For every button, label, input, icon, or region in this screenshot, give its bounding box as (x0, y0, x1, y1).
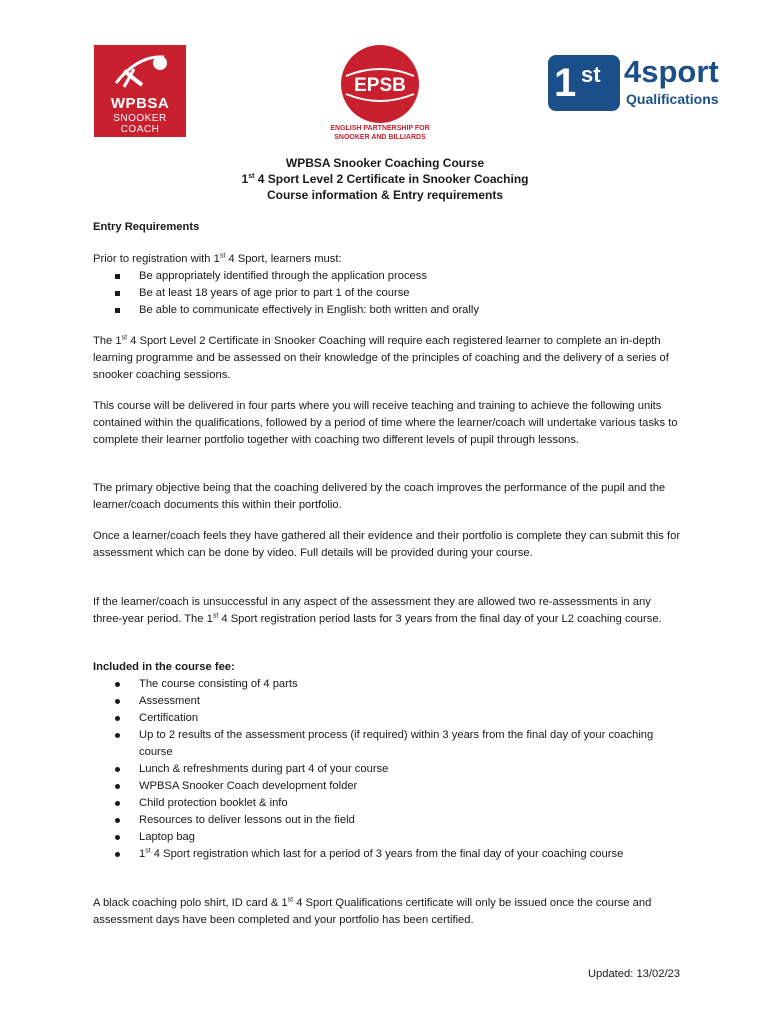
bullet-icon (115, 676, 120, 693)
wpbsa-logo-line3: COACH (120, 124, 160, 135)
snooker-cue-ball-icon (94, 45, 186, 95)
p5-sup: st (212, 612, 219, 620)
closing-sup: st (287, 896, 294, 904)
entry-item-text: Be appropriately identified through the application process (139, 270, 427, 282)
list-item (93, 727, 683, 761)
wpbsa-logo-subtext (94, 113, 186, 135)
fee-item-text: Laptop bag (139, 831, 195, 843)
course-subtitle-pre: 1 (241, 172, 249, 186)
paragraph-polo-shirt (93, 895, 683, 929)
bullet-icon (115, 761, 120, 778)
bullet-icon (115, 812, 120, 829)
entry-item-text: Be able to communicate effectively in English: both written and orally (139, 304, 479, 316)
list-item (93, 285, 683, 302)
first4sport-one: 1 (554, 61, 577, 105)
wpbsa-logo (94, 45, 186, 137)
course-title: WPBSA Snooker Coaching Course (285, 156, 485, 170)
epsb-logo (318, 44, 442, 144)
bullet-icon (115, 710, 120, 727)
entry-item-text: Be at least 18 years of age prior to part 1 of the course (139, 287, 410, 299)
fee-last-pre: 1 (139, 848, 146, 860)
bullet-icon (115, 829, 120, 846)
epsb-circle-icon (340, 44, 420, 124)
epsb-logo-sub2: SNOOKER AND BILLIARDS (334, 134, 426, 141)
first4sport-wordmark: 4sport (624, 54, 719, 89)
list-item (93, 710, 683, 727)
entry-intro-pre: Prior to registration with 1 (93, 253, 220, 265)
square-bullet-icon (115, 268, 120, 285)
first4sport-qualifications: Qualifications (626, 91, 719, 107)
fee-item-text: Resources to deliver lessons out in the field (139, 814, 355, 826)
closing-post: 4 Sport Qualifications certificate will only be issued once the course and assessment days have been completed and your portfolio has been certified. (93, 897, 652, 926)
epsb-logo-sub1: ENGLISH PARTNERSHIP FOR (330, 125, 430, 132)
bullet-icon (115, 727, 120, 744)
list-item (93, 693, 683, 710)
bullet-icon (115, 846, 120, 863)
entry-intro (93, 251, 683, 268)
course-subtitle (0, 171, 770, 187)
list-item (93, 795, 683, 812)
list-item (93, 676, 683, 693)
course-info-heading: Course information & Entry requirements (266, 188, 504, 202)
p5-pre: If the learner/coach is unsuccessful in any aspect of the assessment they are allowed two re-assessments in any three-year period. The 1 (93, 596, 651, 625)
list-item (93, 778, 683, 795)
list-item (93, 761, 683, 778)
first4sport-badge (548, 55, 620, 111)
entry-requirements-heading: Entry Requirements (93, 221, 200, 233)
square-bullet-icon (115, 302, 120, 319)
course-fee-list (93, 676, 683, 863)
entry-intro-post: 4 Sport, learners must: (225, 253, 342, 265)
course-fee-heading: Included in the course fee: (93, 661, 235, 673)
list-item (93, 268, 683, 285)
paragraph-reassessment (93, 594, 683, 628)
entry-requirements-list (93, 268, 683, 319)
square-bullet-icon (115, 285, 120, 302)
first4sport-st: st (581, 62, 601, 87)
bullet-icon (115, 795, 120, 812)
p5-post: 4 Sport registration period lasts for 3 years from the final day of your L2 coaching course. (218, 613, 662, 625)
fee-item-text: Up to 2 results of the assessment process (if required) within 3 years from the final day of your coaching course (139, 729, 654, 758)
list-item (93, 812, 683, 829)
fee-item-text: Child protection booklet & info (139, 797, 288, 809)
fee-last-sup: st (145, 847, 151, 855)
paragraph-assessment: Once a learner/coach feels they have gathered all their evidence and their portfolio is complete they can submit this for assessment which can be done by video. Full details will be provided during your course. (93, 530, 681, 559)
course-subtitle-sup: st (248, 173, 255, 180)
paragraph-objective: The primary objective being that the coaching delivered by the coach improves the performance of the pupil and the learner/coach documents this within their portfolio. (93, 482, 666, 511)
wpbsa-logo-text: WPBSA (110, 95, 170, 112)
closing-pre: A black coaching polo shirt, ID card & 1 (93, 897, 288, 909)
list-item (93, 302, 683, 319)
first4sport-logo (548, 55, 726, 111)
fee-item-text: The course consisting of 4 parts (139, 678, 298, 690)
list-item (93, 829, 683, 846)
course-subtitle-post: 4 Sport Level 2 Certificate in Snooker Coaching (254, 172, 529, 186)
entry-intro-sup: st (219, 252, 226, 260)
p1-sup: st (121, 334, 128, 342)
bullet-icon (115, 693, 120, 710)
bullet-icon (115, 778, 120, 795)
fee-item-text: Lunch & refreshments during part 4 of your course (139, 763, 389, 775)
wpbsa-logo-line2: SNOOKER (113, 113, 167, 124)
fee-last-post: 4 Sport registration which last for a period of 3 years from the final day of your coaching course (150, 848, 624, 860)
paragraph-delivery: This course will be delivered in four parts where you will receive teaching and training to achieve the following units contained within the qualifications, followed by a period of time where the learner/coach will undertake various tasks to complete their learner portfolio together with coaching two different levels of pupil through lessons. (93, 400, 678, 446)
fee-item-text: WPBSA Snooker Coach development folder (139, 780, 358, 792)
paragraph-certificate (93, 333, 683, 384)
fee-item-text: Assessment (139, 695, 200, 707)
fee-item-text: Certification (139, 712, 199, 724)
epsb-logo-subtext (318, 124, 442, 142)
list-item (93, 846, 683, 863)
p1-pre: The 1 (93, 335, 122, 347)
epsb-logo-text: EPSB (354, 75, 406, 96)
p1-post: 4 Sport Level 2 Certificate in Snooker Coaching will require each registered learner to complete an in-depth learning programme and be assessed on their knowledge of the principles of coaching and the delivery of a series of snooker coaching sessions. (93, 335, 669, 381)
updated-date: Updated: 13/02/23 (587, 968, 680, 980)
